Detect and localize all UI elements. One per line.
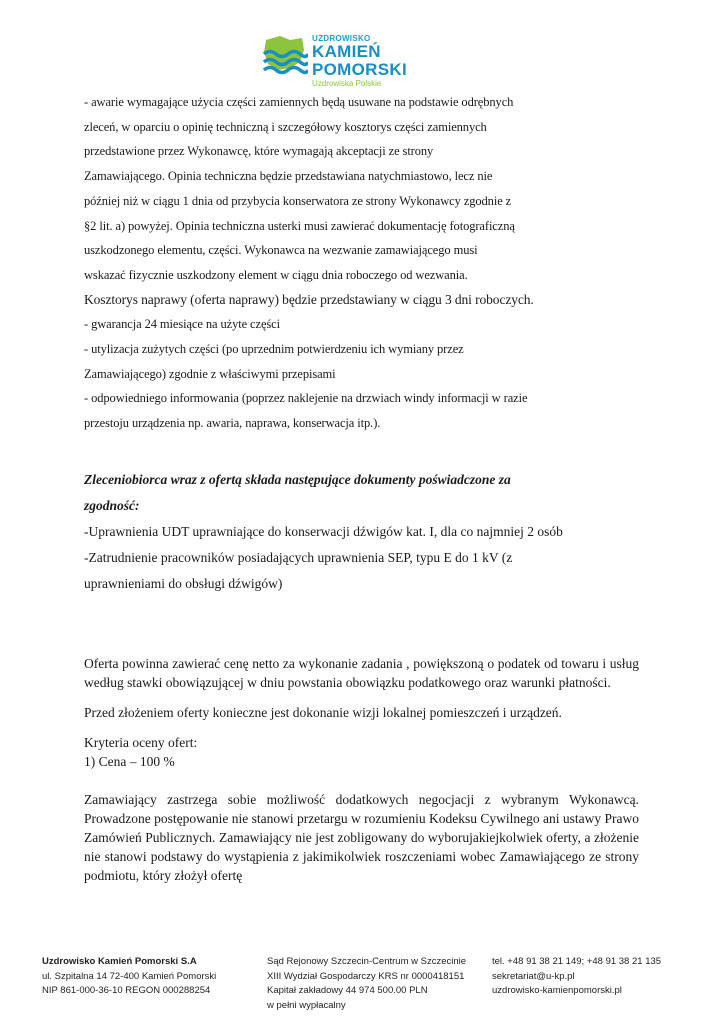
text-line: §2 lit. a) powyżej. Opinia techniczna usterki musi zawierać dokumentację fotograficzną	[84, 218, 515, 233]
text-line: - utylizacja zużytych części (po uprzednim potwierdzeniu ich wymiany przez	[84, 342, 464, 357]
maintenance-terms	[84, 90, 644, 436]
logo-main-text: KAMIEŃ POMORSKI	[312, 42, 407, 79]
footer-email[interactable]: sekretariat@u-kp.pl	[492, 970, 575, 982]
text-line: Kosztorys naprawy (oferta naprawy) będzie przedstawiany w ciągu 3 dni roboczych.	[84, 291, 534, 307]
text-line: Zamawiającego) zgodnie z właściwymi przepisami	[84, 366, 336, 381]
footer-capital: Kapitał zakładowy 44 974 500.00 PLN	[267, 985, 428, 996]
text-line: - odpowiedniego informowania (poprzez naklejenie na drzwiach windy informacji w razie	[84, 391, 528, 406]
footer-contact	[492, 955, 661, 999]
footer-website[interactable]: uzdrowisko-kamienpomorski.pl	[492, 985, 622, 996]
text-line: później niż w ciągu 1 dnia od przybycia konserwatora ze strony Wykonawcy zgodnie z	[84, 193, 512, 208]
text-line: - gwarancja 24 miesiące na użyte części	[84, 317, 280, 332]
text-line: uszkodzonego elementu, części. Wykonawca na wezwanie zamawiającego musi	[84, 243, 478, 258]
company-logo	[260, 32, 460, 88]
footer-tax-ids: NIP 861-000-36-10 REGON 000288254	[42, 985, 211, 996]
text-line: zleceń, w oparciu o opinię techniczną i szczegółowy kosztorys części zamiennych	[84, 119, 487, 134]
documents-heading: Zleceniobiorca wraz z ofertą składa następujące dokumenty poświadczone za	[84, 472, 511, 487]
footer-company-name: Uzdrowisko Kamień Pomorski S.A	[42, 956, 197, 967]
logo-small-text: UZDROWISKO	[312, 34, 371, 43]
text-line: przedstawione przez Wykonawcę, które wymagają akceptacji ze strony	[84, 144, 434, 159]
footer-phone: tel. +48 91 38 21 149; +48 91 38 21 135	[492, 956, 662, 967]
price-paragraph: Oferta powinna zawierać cenę netto za wykonanie zadania , powiększoną o podatek od towaru i usług według stawki obowiązującej w dniu powstania obowiązku podatkowego oraz warunki płatności.	[84, 656, 639, 690]
text-line: wskazać fizycznie uszkodzony element w ciągu dnia roboczego od wezwania.	[84, 267, 468, 282]
text-line: - awarie wymagające użycia części zamiennych będą usuwane na podstawie odrębnych	[84, 95, 514, 109]
documents-heading-cont: zgodność:	[84, 498, 140, 513]
required-documents	[84, 467, 644, 597]
footer-registry	[267, 955, 466, 1013]
text-line: Zamawiającego. Opinia techniczna będzie przedstawiana natychmiastowo, lecz nie	[84, 169, 493, 184]
text-line: przestoju urządzenia np. awaria, naprawa, konserwacja itp.).	[84, 416, 381, 431]
footer-company	[42, 955, 216, 999]
document-item-cont: uprawnieniami do obsługi dźwigów)	[84, 576, 283, 591]
logo-sub-text: Uzdrowiska Polskie	[312, 79, 382, 88]
footer-court: Sąd Rejonowy Szczecin-Centrum w Szczecinie	[267, 956, 467, 967]
footer-paid: w pełni wypłacalny	[267, 999, 346, 1011]
logo-emblem-icon	[260, 34, 308, 80]
document-item: -Zatrudnienie pracowników posiadających uprawnienia SEP, typu E do 1 kV (z	[84, 550, 513, 565]
site-visit-paragraph: Przed złożeniem oferty konieczne jest dokonanie wizji lokalnej pomieszczeń i urządzeń.	[84, 705, 562, 720]
offer-section	[84, 654, 639, 885]
reservation-paragraph: Zamawiający zastrzega sobie możliwość dodatkowych negocjacji z wybranym Wykonawcą. Prowadzone postępowanie nie stanowi przetargu w rozumieniu Kodeksu Cywilnego ani ustawy Prawo Zamówień Publicznych. Zamawiający nie jest zobligowany do wyborujakiejkolwiek oferty, a złożenie nie stanowi podstawy do wystąpienia z jakimikolwiek roszczeniami wobec Zamawiającego ze strony podmiotu, który złożył ofertę	[84, 792, 640, 883]
criteria-title: Kryteria oceny ofert:	[84, 735, 198, 750]
criteria-item: 1) Cena – 100 %	[84, 754, 175, 769]
footer-address: ul. Szpitalna 14 72-400 Kamień Pomorski	[42, 970, 217, 982]
document-item: -Uprawnienia UDT uprawniające do konserwacji dźwigów kat. I, dla co najmniej 2 osób	[84, 524, 563, 539]
footer-krs: XIII Wydział Gospodarczy KRS nr 0000418151	[267, 970, 465, 982]
